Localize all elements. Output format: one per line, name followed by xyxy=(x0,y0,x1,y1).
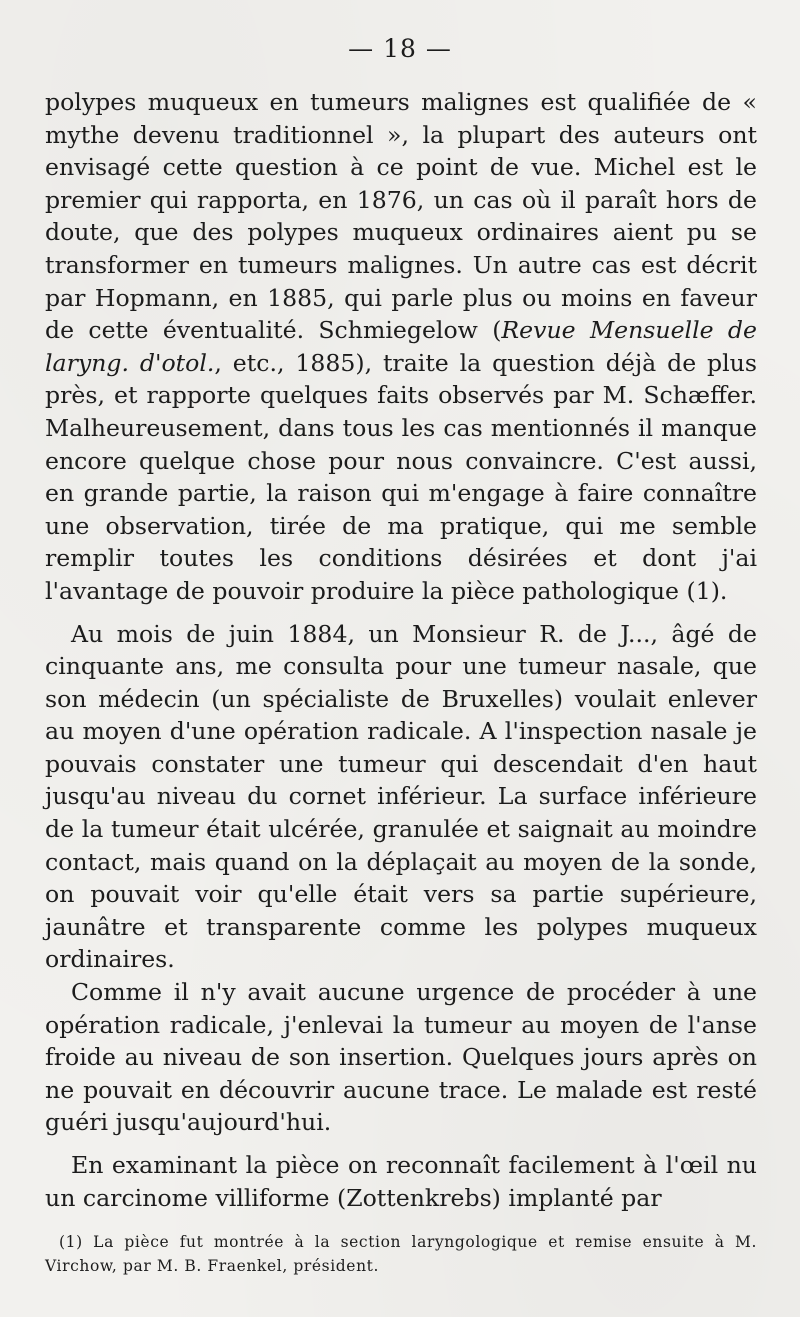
paragraph-2 xyxy=(45,618,757,977)
paragraph-1 xyxy=(45,86,757,608)
footnote-text: (1) La pièce fut montrée à la section laryngologique et remise ensuite à M. Virchow, par M. B. Fraenkel, président. xyxy=(45,1233,757,1275)
page-number: — 18 — xyxy=(348,34,452,63)
text-segment: , etc., 1885), traite la question déjà de plus près, et rapporte quelques faits observés par M. Schæffer. Malheureusement, dans tous les cas mentionnés il manque encore quelque chose pour nous convaincre. C'est aussi, en grande partie, la raison qui m'engage à faire connaître une observation, tirée de ma pratique, qui me semble remplir toutes les conditions désirées et dont j'ai l'avantage de pouvoir produire la pièce pathologique (1). xyxy=(45,348,757,605)
text-segment: Comme il n'y avait aucune urgence de procéder à une opération radicale, j'enlevai la tumeur au moyen de l'anse froide au niveau de son insertion. Quelques jours après on ne pouvait en découvrir aucune trace. Le malade est resté guéri jusqu'aujourd'hui. xyxy=(45,978,757,1137)
paragraph-3 xyxy=(45,976,757,1139)
text-segment: Au mois de juin 1884, un Monsieur R. de J..., âgé de cinquante ans, me consulta pour une tumeur nasale, que son médecin (un spécialiste de Bruxelles) voulait enlever au moyen d'une opération radicale. A l'inspection nasale je pouvais constater une tumeur qui descendait d'en haut jusqu'au niveau du cornet inférieur. La surface inférieure de la tumeur était ulcérée, granulée et saignait au moindre contact, mais quand on la déplaçait au moyen de la sonde, on pouvait voir qu'elle était vers sa partie supérieure, jaunâtre et transparente comme les polypes muqueux ordinaires. xyxy=(45,619,757,974)
body-text xyxy=(45,86,757,1214)
footnote xyxy=(45,1230,757,1278)
text-segment: En examinant la pièce on reconnaît facilement à l'œil nu un carcinome villiforme (Zottenkrebs) implanté par xyxy=(45,1151,757,1212)
journal-title: Revue Mensuelle de laryng. d'otol. xyxy=(45,316,757,377)
paragraph-4 xyxy=(45,1149,757,1214)
text-segment: polypes muqueux en tumeurs malignes est qualifiée de « mythe devenu traditionnel », la plupart des auteurs ont envisagé cette question à ce point de vue. Michel est le premier qui rapporta, en 1876, un cas où il paraît hors de doute, que des polypes muqueux ordinaires aient pu se transformer en tumeurs malignes. Un autre cas est décrit par Hopmann, en 1885, qui parle plus ou moins en faveur de cette éventualité. Schmiegelow ( xyxy=(45,88,757,345)
